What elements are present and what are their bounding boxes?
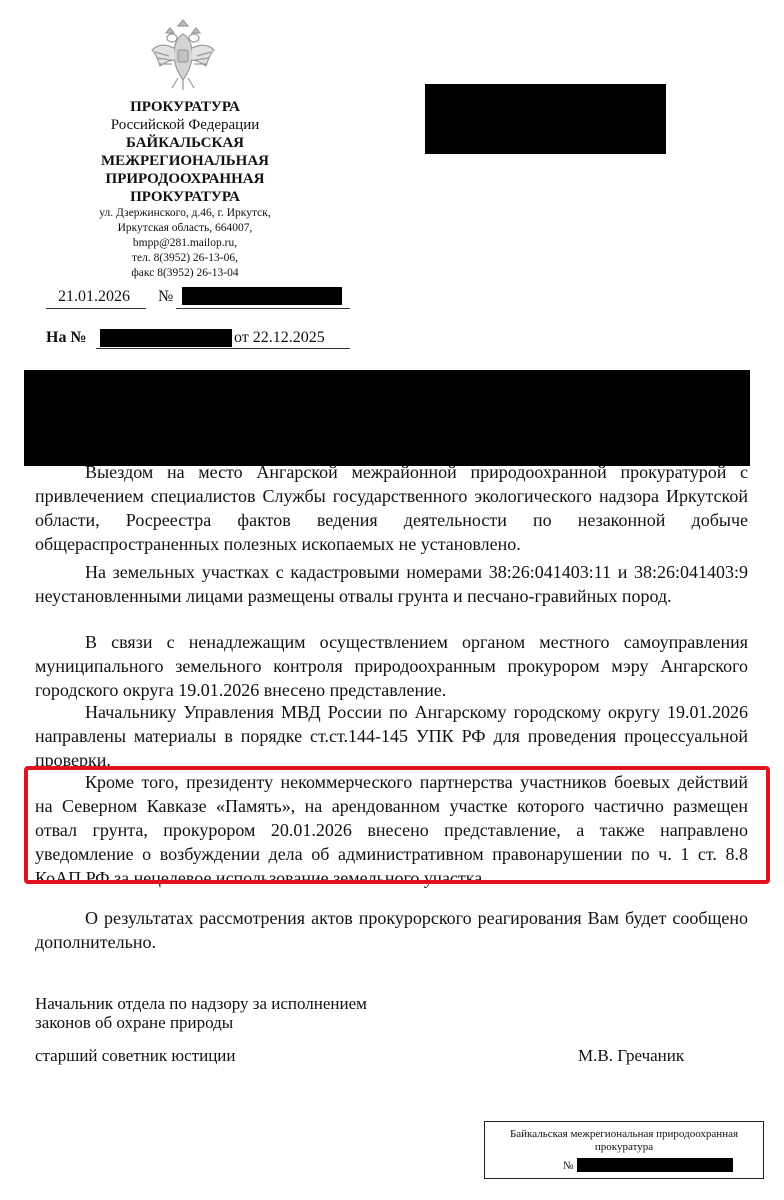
number-underline — [176, 308, 350, 309]
subject-redaction — [24, 370, 750, 466]
paragraph-6: О результатах рассмотрения актов прокурорского реагирования Вам будет сообщено дополнительно. — [35, 908, 748, 952]
reply-date: от 22.12.2025 — [234, 329, 325, 346]
date-underline — [46, 308, 146, 309]
signer-position-line2: законов об охране природы — [35, 1013, 234, 1032]
registration-stamp — [484, 1121, 764, 1179]
org-name-line4: МЕЖРЕГИОНАЛЬНАЯ — [101, 153, 269, 169]
reply-number-label: На № — [46, 329, 87, 346]
paragraph-3: В связи с ненадлежащим осуществлением органом местного самоуправления муниципального земельного контроля природоохранным прокурором мэру Ангарского городского округа 19.01.2026 внесено представление. — [35, 632, 748, 700]
org-name-line1: ПРОКУРАТУРА — [130, 99, 240, 115]
fax-line: факс 8(3952) 26-13-04 — [131, 267, 239, 279]
letter-date: 21.01.2026 — [58, 288, 130, 305]
stamp-number-redaction — [577, 1158, 733, 1172]
address-line2: Иркутская область, 664007, — [117, 222, 253, 234]
paragraph-5: Кроме того, президенту некоммерческого партнерства участников боевых действий на Северном Кавказе «Память», на арендованном участке которого частично размещен отвал грунта, прокурором 20.01.2026 внесено представление, а также направлено уведомление о возбуждении дела об административном правонарушении по ч. 1 ст. 8.8 КоАП РФ за нецелевое использование земельного участка. — [35, 772, 748, 888]
phone-line: тел. 8(3952) 26-13-06, — [132, 252, 238, 264]
signer-rank: старший советник юстиции — [35, 1046, 236, 1065]
paragraph-4: Начальнику Управления МВД России по Ангарскому городскому округу 19.01.2026 направлены материалы в порядке ст.ст.144-145 УПК РФ для проведения процессуальной проверки. — [35, 702, 748, 770]
signer-name: М.В. Гречаник — [578, 1046, 685, 1065]
letter-number-label: № — [158, 288, 174, 305]
org-name-line3: БАЙКАЛЬСКАЯ — [125, 135, 245, 151]
signer-position-line1: Начальник отдела по надзору за исполнением — [35, 994, 367, 1013]
addressee-redaction — [425, 84, 666, 154]
org-name-line5: ПРИРОДООХРАННАЯ — [105, 171, 265, 187]
stamp-number-label: № — [563, 1160, 574, 1172]
russian-coat-of-arms-icon — [148, 14, 218, 94]
org-name-line2: Российской Федерации — [110, 117, 260, 133]
letter-number-redaction — [182, 287, 342, 305]
highlight-box — [24, 766, 770, 884]
reply-number-redaction — [100, 329, 232, 347]
address-line1: ул. Дзержинского, д.46, г. Иркутск, — [99, 207, 271, 219]
org-name-line6: ПРОКУРАТУРА — [130, 189, 240, 205]
email-line: bmpp@281.mailop.ru, — [132, 237, 238, 249]
stamp-line2: прокуратура — [594, 1141, 654, 1153]
paragraph-2: На земельных участках с кадастровыми номерами 38:26:041403:11 и 38:26:041403:9 неустановленными лицами размещены отвалы грунта и песчано-гравийных пород. — [35, 562, 748, 606]
stamp-line1: Байкальская межрегиональная природоохранная — [509, 1128, 739, 1140]
reply-underline — [96, 348, 350, 349]
paragraph-1: Выездом на место Ангарской межрайонной природоохранной прокуратурой с привлечением специалистов Службы государственного экологического надзора Иркутской области, Росреестра фактов ведения деятельности по незаконной добыче общераспространенных полезных ископаемых не установлено. — [35, 462, 748, 554]
